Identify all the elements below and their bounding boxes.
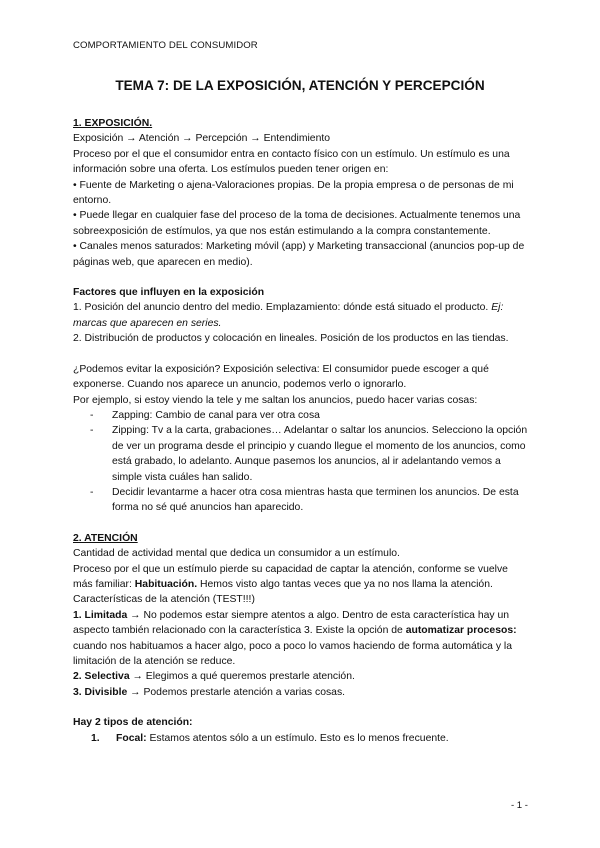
key-term: Habituación. [134,578,198,590]
numbered-list-item: 1. Focal: Estamos atentos sólo a un estímulo. Esto es lo menos frecuente. [91,732,449,744]
factor-example: Ej: marcas que aparecen en series. [73,302,504,329]
dash-list-item: - Decidir levantarme a hacer otra cosa mientras hasta que terminen los anuncios. De esta forma no sé qué anuncios han aparecido. [73,485,529,516]
running-header: COMPORTAMIENTO DEL CONSUMIDOR [73,40,258,51]
dash-marker: - [90,409,94,421]
document-body [73,116,529,746]
bullet-item: • Fuente de Marketing o ajena-Valoraciones propias. De la propia empresa o de personas de mi entorno. [73,179,514,207]
dash-list-item: - Zapping: Cambio de canal para ver otra cosa [73,408,529,423]
characteristic-item: 2. Selectiva → Elegimos a qué queremos prestarle atención. [73,671,355,683]
factor-text: 1. Posición del anuncio dentro del medio. Emplazamiento: dónde está situado el producto. [73,302,492,314]
process-flow: Exposición → Atención → Percepción → Entendimiento [73,133,331,145]
subheading-factores: Factores que influyen en la exposición [73,287,265,299]
page-number: - 1 - [510,800,528,811]
dash-marker: - [90,425,94,437]
factor-item [73,300,529,331]
paragraph: Características de la atención (TEST!!!) [73,594,255,606]
factor-item: 2. Distribución de productos y colocación en lineales. Posición de los productos en las tiendas. [73,333,509,345]
dash-list-item: - Zipping: Tv a la carta, grabaciones… Adelantar o saltar los anuncios. Selecciono la opción de ver un programa desde el principio y cuando llegue el momento de los anuncios, como está grabado, lo adelanto. Aunque pasemos los anuncios, al ir adelantando vemos a simple vista cuáles han salido. [73,423,529,485]
dash-marker: - [90,486,94,498]
characteristic-item: 1. Limitada → No podemos estar siempre atentos a algo. Dentro de esta característica hay un aspecto también relacionado con la característica 3. Existe la opción de automatizar procesos: cuando nos habituamos a hacer algo, poco a poco lo vamos haciendo de forma automática y la limitación de la atención se reduce. [73,609,517,667]
paragraph: Proceso por el que un estímulo pierde su capacidad de captar la atención, conforme se vuelve más familiar: Habituación. Hemos visto algo tantas veces que ya no nos llama la atención. [73,563,508,590]
paragraph: ¿Podemos evitar la exposición? Exposición selectiva: El consumidor puede escoger a qué exponerse. Cuando nos aparece un anuncio, podemos verlo o ignorarlo. [73,363,489,391]
paragraph: Cantidad de actividad mental que dedica un consumidor a un estímulo. [73,548,400,560]
section-heading-exposicion: 1. EXPOSICIÓN. [73,118,153,129]
paragraph: Proceso por el que el consumidor entra en contacto físico con un estímulo. Un estímulo es una información sobre una oferta. Los estímulos pueden tener origen en: [73,148,510,176]
section-heading-atencion: 2. ATENCIÓN [73,532,138,544]
paragraph: Por ejemplo, si estoy viendo la tele y me saltan los anuncios, puedo hacer varias cosas: [73,394,478,406]
characteristic-item: 3. Divisible → Podemos prestarle atención a varias cosas. [73,686,346,698]
page-title: TEMA 7: DE LA EXPOSICIÓN, ATENCIÓN Y PERCEPCIÓN [115,78,485,93]
bullet-item: • Canales menos saturados: Marketing móvil (app) y Marketing transaccional (anuncios pop-up de páginas web, que aparecen en medio). [73,241,525,268]
bullet-item: • Puede llegar en cualquier fase del proceso de la toma de decisiones. Actualmente tenemos una sobreexposición de estímulos, ya que nos están estimulando a la compra constantemente. [73,210,521,237]
subheading-tipos: Hay 2 tipos de atención: [73,717,193,729]
